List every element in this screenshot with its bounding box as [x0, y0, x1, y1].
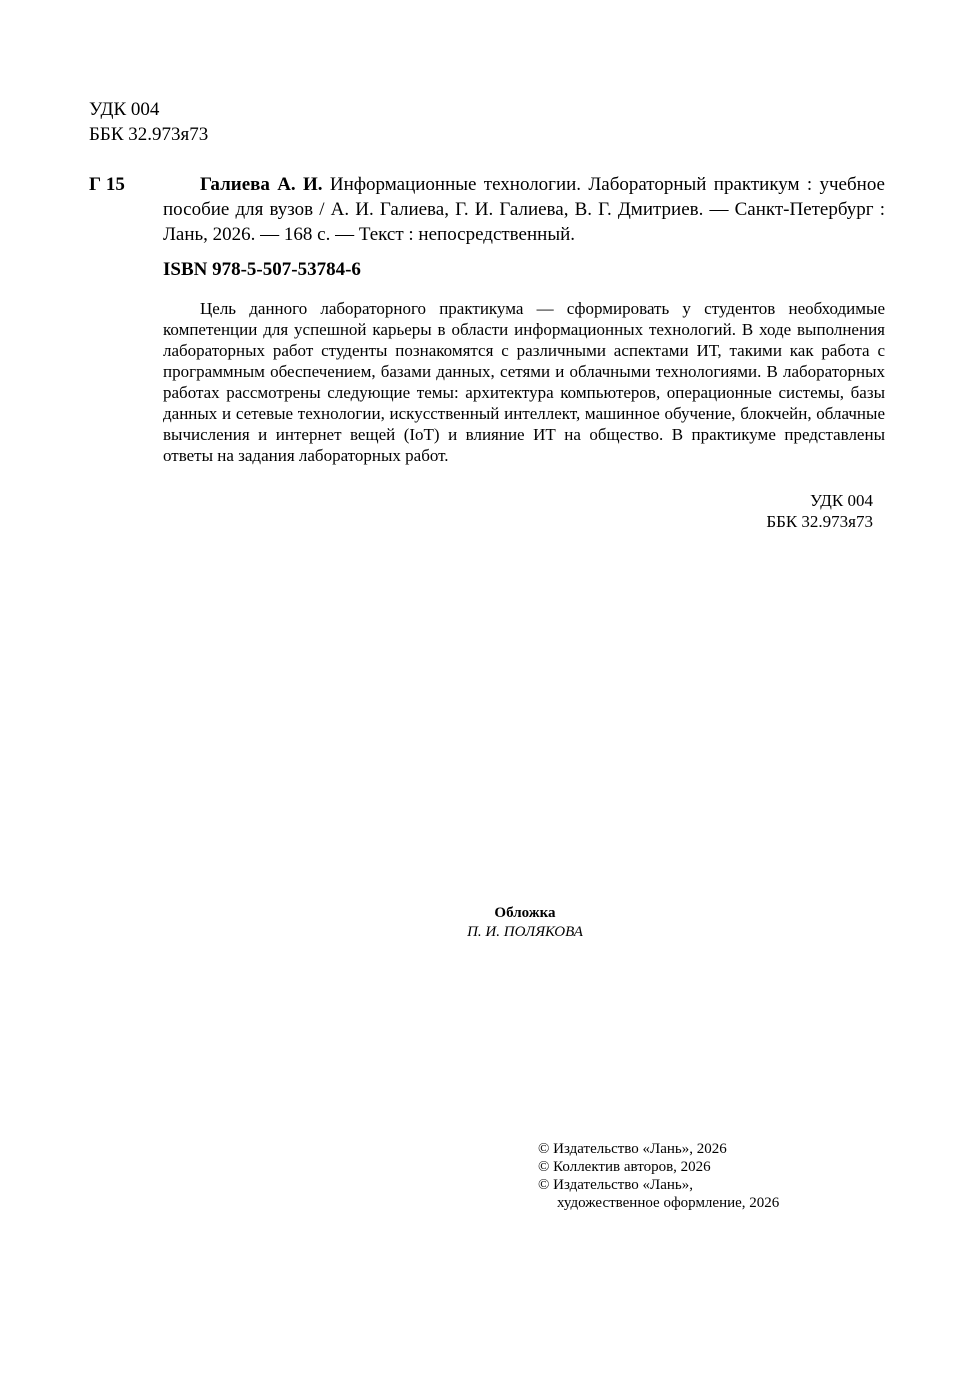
udk-code: УДК 004 [89, 99, 160, 120]
udk-code-footer: УДК 004 [809, 491, 873, 510]
cover-label: Обложка [494, 905, 556, 921]
bbk-code-footer: ББК 32.973я73 [766, 512, 873, 531]
author-name: Галиева А. И. [200, 174, 330, 195]
udk-bbk-header [89, 97, 208, 147]
copyright-line: © Издательство «Лань», [538, 1177, 693, 1193]
cover-designer: П. И. ПОЛЯКОВА [467, 924, 583, 940]
cover-credit [380, 904, 670, 942]
isbn: ISBN 978-5-507-53784-6 [163, 259, 361, 280]
udk-bbk-footer [600, 490, 873, 532]
annotation: Цель данного лабораторного практикума — сформировать у студентов необходимые компетенции для успешной карьеры в области информационных технологий. В ходе выполнения лабораторных работ студенты познакомятся с различными аспектами ИТ, такими как работа с программным обеспечением, базами данных, сетями и облачными технологиями. В лабораторных работах рассмотрены следующие темы: архитектура компьютеров, операционные системы, базы данных и сетевые технологии, искусственный интеллект, машинное обучение, блокчейн, облачные вычисления и интернет вещей (IoT) и влияние ИТ на общество. В практикуме представлены ответы на задания лабораторных работ. [163, 299, 885, 465]
copyright-line: © Коллектив авторов, 2026 [538, 1159, 711, 1175]
author-mark: Г 15 [89, 174, 125, 195]
copyright-line: © Издательство «Лань», 2026 [538, 1141, 727, 1157]
bibliographic-record [163, 172, 885, 247]
copyright-block [538, 1140, 779, 1212]
copyright-line: художественное оформление, 2026 [557, 1195, 780, 1211]
bibliographic-description: Информационные технологии. Лабораторный практикум : учебное пособие для вузов / А. И. Галиева, Г. И. Галиева, В. Г. Дмитриев. — Санкт-Петербург : Лань, 2026. — 168 с. — Текст : непосредственный. [163, 174, 885, 245]
bbk-code: ББК 32.973я73 [89, 124, 209, 145]
